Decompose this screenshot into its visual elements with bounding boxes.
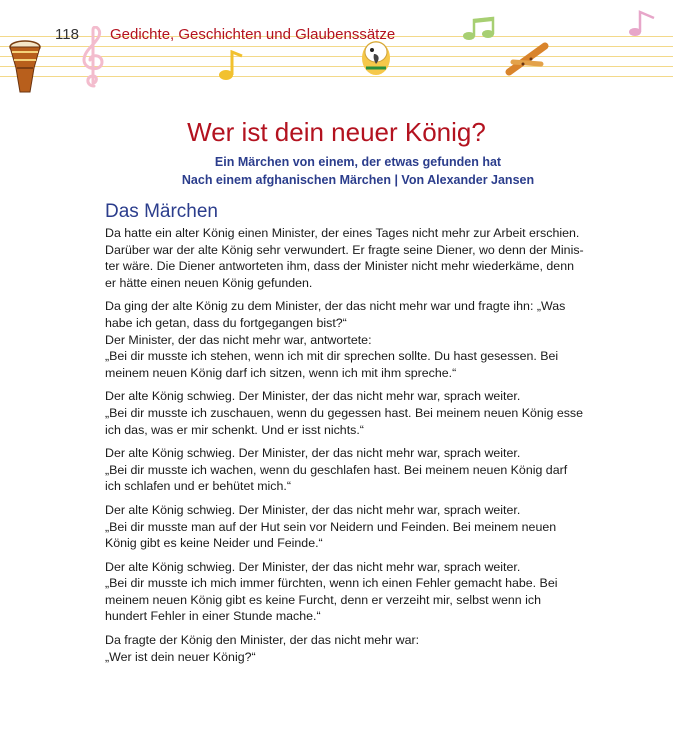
section-heading: Das Märchen: [105, 201, 218, 222]
text-line: Der Minister, der das nicht mehr war, antwortete:: [105, 332, 372, 347]
text-line: „Bei dir musste ich stehen, wenn ich mit dir sprechen sollte. Du hast gesessen. Bei: [105, 349, 559, 364]
text-line: Da hatte ein alter König einen Minister, der eines Tages nicht mehr zur Arbeit erschien.: [105, 226, 580, 240]
text-line: meinem neuen König darf ich sitzen, wenn ich mit ihm spreche.“: [105, 365, 457, 380]
text-line: Darüber war der alte König sehr verwundert. Er fragte seine Diener, wo denn der Minis-: [105, 242, 584, 257]
text-line: ter wäre. Die Diener antworteten ihm, dass der Minister nicht mehr wiederkäme, denn: [105, 259, 574, 274]
text-line: ich schlafen und er behütet mich.“: [105, 479, 291, 494]
text-line: Da ging der alte König zu dem Minister, der das nicht mehr war und fragte ihn: „Was: [105, 299, 566, 314]
treble-clef-icon: [80, 26, 106, 90]
text-line: er hätte einen neuen König gefunden.: [105, 275, 313, 290]
text-line: habe ich getan, dass du fortgegangen bist?“: [105, 315, 347, 330]
paragraph: [105, 225, 615, 291]
paragraph: [105, 388, 615, 438]
text-line: meinem neuen König gibt es keine Furcht, denn er verzeiht mir, selbst wenn ich: [105, 592, 541, 607]
double-note-pink-icon: [628, 8, 658, 38]
text-line: König gibt es keine Neider und Feinde.“: [105, 536, 323, 551]
page-title: Wer ist dein neuer König?: [187, 117, 486, 147]
text-line: „Bei dir musste man auf der Hut sein vor Neidern und Feinden. Bei meinem neuen: [105, 519, 557, 534]
subtitle: Ein Märchen von einem, der etwas gefunden hat: [214, 155, 502, 169]
text-line: hundert Fehler in einer Stunde mache.“: [105, 609, 321, 624]
music-note-icon: [218, 50, 244, 82]
text-line: „Bei dir musste ich zuschauen, wenn du gegessen hast. Bei meinem neuen König esse: [105, 405, 584, 420]
parrot-icon: [360, 38, 392, 78]
story-text: [105, 225, 615, 672]
text-line: Der alte König schwieg. Der Minister, der das nicht mehr war, sprach weiter.: [105, 502, 521, 517]
author-line: Nach einem afghanischen Märchen | Von Alexander Jansen: [181, 173, 535, 187]
paragraph: [105, 559, 615, 625]
page-number: 118: [55, 26, 79, 43]
recorder-icon: [505, 40, 549, 76]
drum-icon: [8, 38, 42, 94]
running-title: Gedichte, Geschichten und Glaubenssätze: [110, 26, 396, 43]
text-line: Da fragte der König den Minister, der das nicht mehr war:: [105, 633, 420, 648]
text-line: „Bei dir musste ich mich immer fürchten, wenn ich einen Fehler gemacht habe. Bei: [105, 576, 558, 591]
text-line: Der alte König schwieg. Der Minister, der das nicht mehr war, sprach weiter.: [105, 559, 521, 574]
paragraph: [105, 632, 615, 665]
text-line: „Bei dir musste ich wachen, wenn du geschlafen hast. Bei meinem neuen König darf: [105, 462, 568, 477]
page-header: [0, 0, 673, 110]
text-line: „Wer ist dein neuer König?“: [105, 649, 256, 664]
text-line: Der alte König schwieg. Der Minister, der das nicht mehr war, sprach weiter.: [105, 446, 521, 461]
text-line: ich das, was er mir schenkt. Und er isst nichts.“: [105, 422, 364, 437]
paragraph: [105, 445, 615, 495]
paragraph: [105, 298, 615, 381]
text-line: Der alte König schwieg. Der Minister, der das nicht mehr war, sprach weiter.: [105, 389, 521, 404]
double-note-icon: [462, 16, 496, 42]
paragraph: [105, 502, 615, 552]
